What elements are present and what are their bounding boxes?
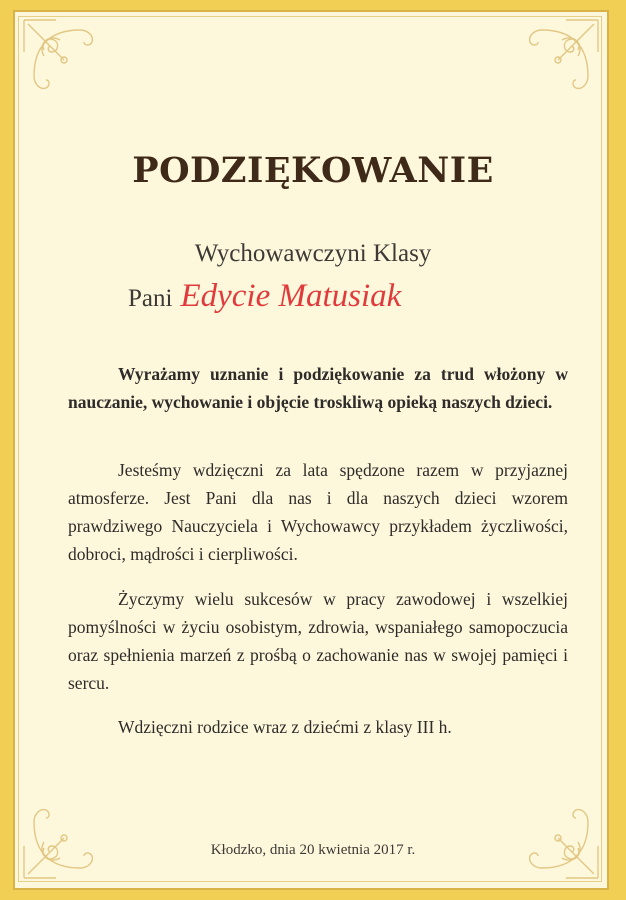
paragraph-thanks: Wyrażamy uznanie i podziękowanie za trud włożony w nauczanie, wychowanie i objęcie troskliwą opieką naszych dzieci. [68,364,568,412]
certificate-frame [13,10,609,890]
corner-flourish-icon [20,16,104,100]
recipient-line [128,278,401,315]
document-title: PODZIĘKOWANIE [132,150,494,191]
paragraph-wishes: Życzymy wielu sukcesów w pracy zawodowej i wszelkiej pomyślności w życiu osobistym, zdrowia, wspaniałego samopoczucia oraz spełnienia marzeń z prośbą o zachowanie nas w swojej pamięci i sercu. [68,589,568,693]
corner-flourish-icon [20,798,104,882]
corner-flourish-icon [518,798,602,882]
paragraph-signature: Wdzięczni rodzice wraz z dziećmi z klasy III h. [118,717,452,737]
recipient-name: Edycie Matusiak [180,278,402,314]
corner-flourish-icon [518,16,602,100]
paragraph-gratitude: Jesteśmy wdzięczni za lata spędzone razem w przyjaznej atmosferze. Jest Pani dla nas i dla naszych dzieci wzorem prawdziwego Nauczyciela i Wychowawcy przykładem życzliwości, dobroci, mądrości i cierpliwości. [68,460,568,564]
recipient-honorific: Pani [128,285,173,312]
place-date: Kłodzko, dnia 20 kwietnia 2017 r. [210,842,416,858]
recipient-role: Wychowawczyni Klasy [194,240,432,267]
